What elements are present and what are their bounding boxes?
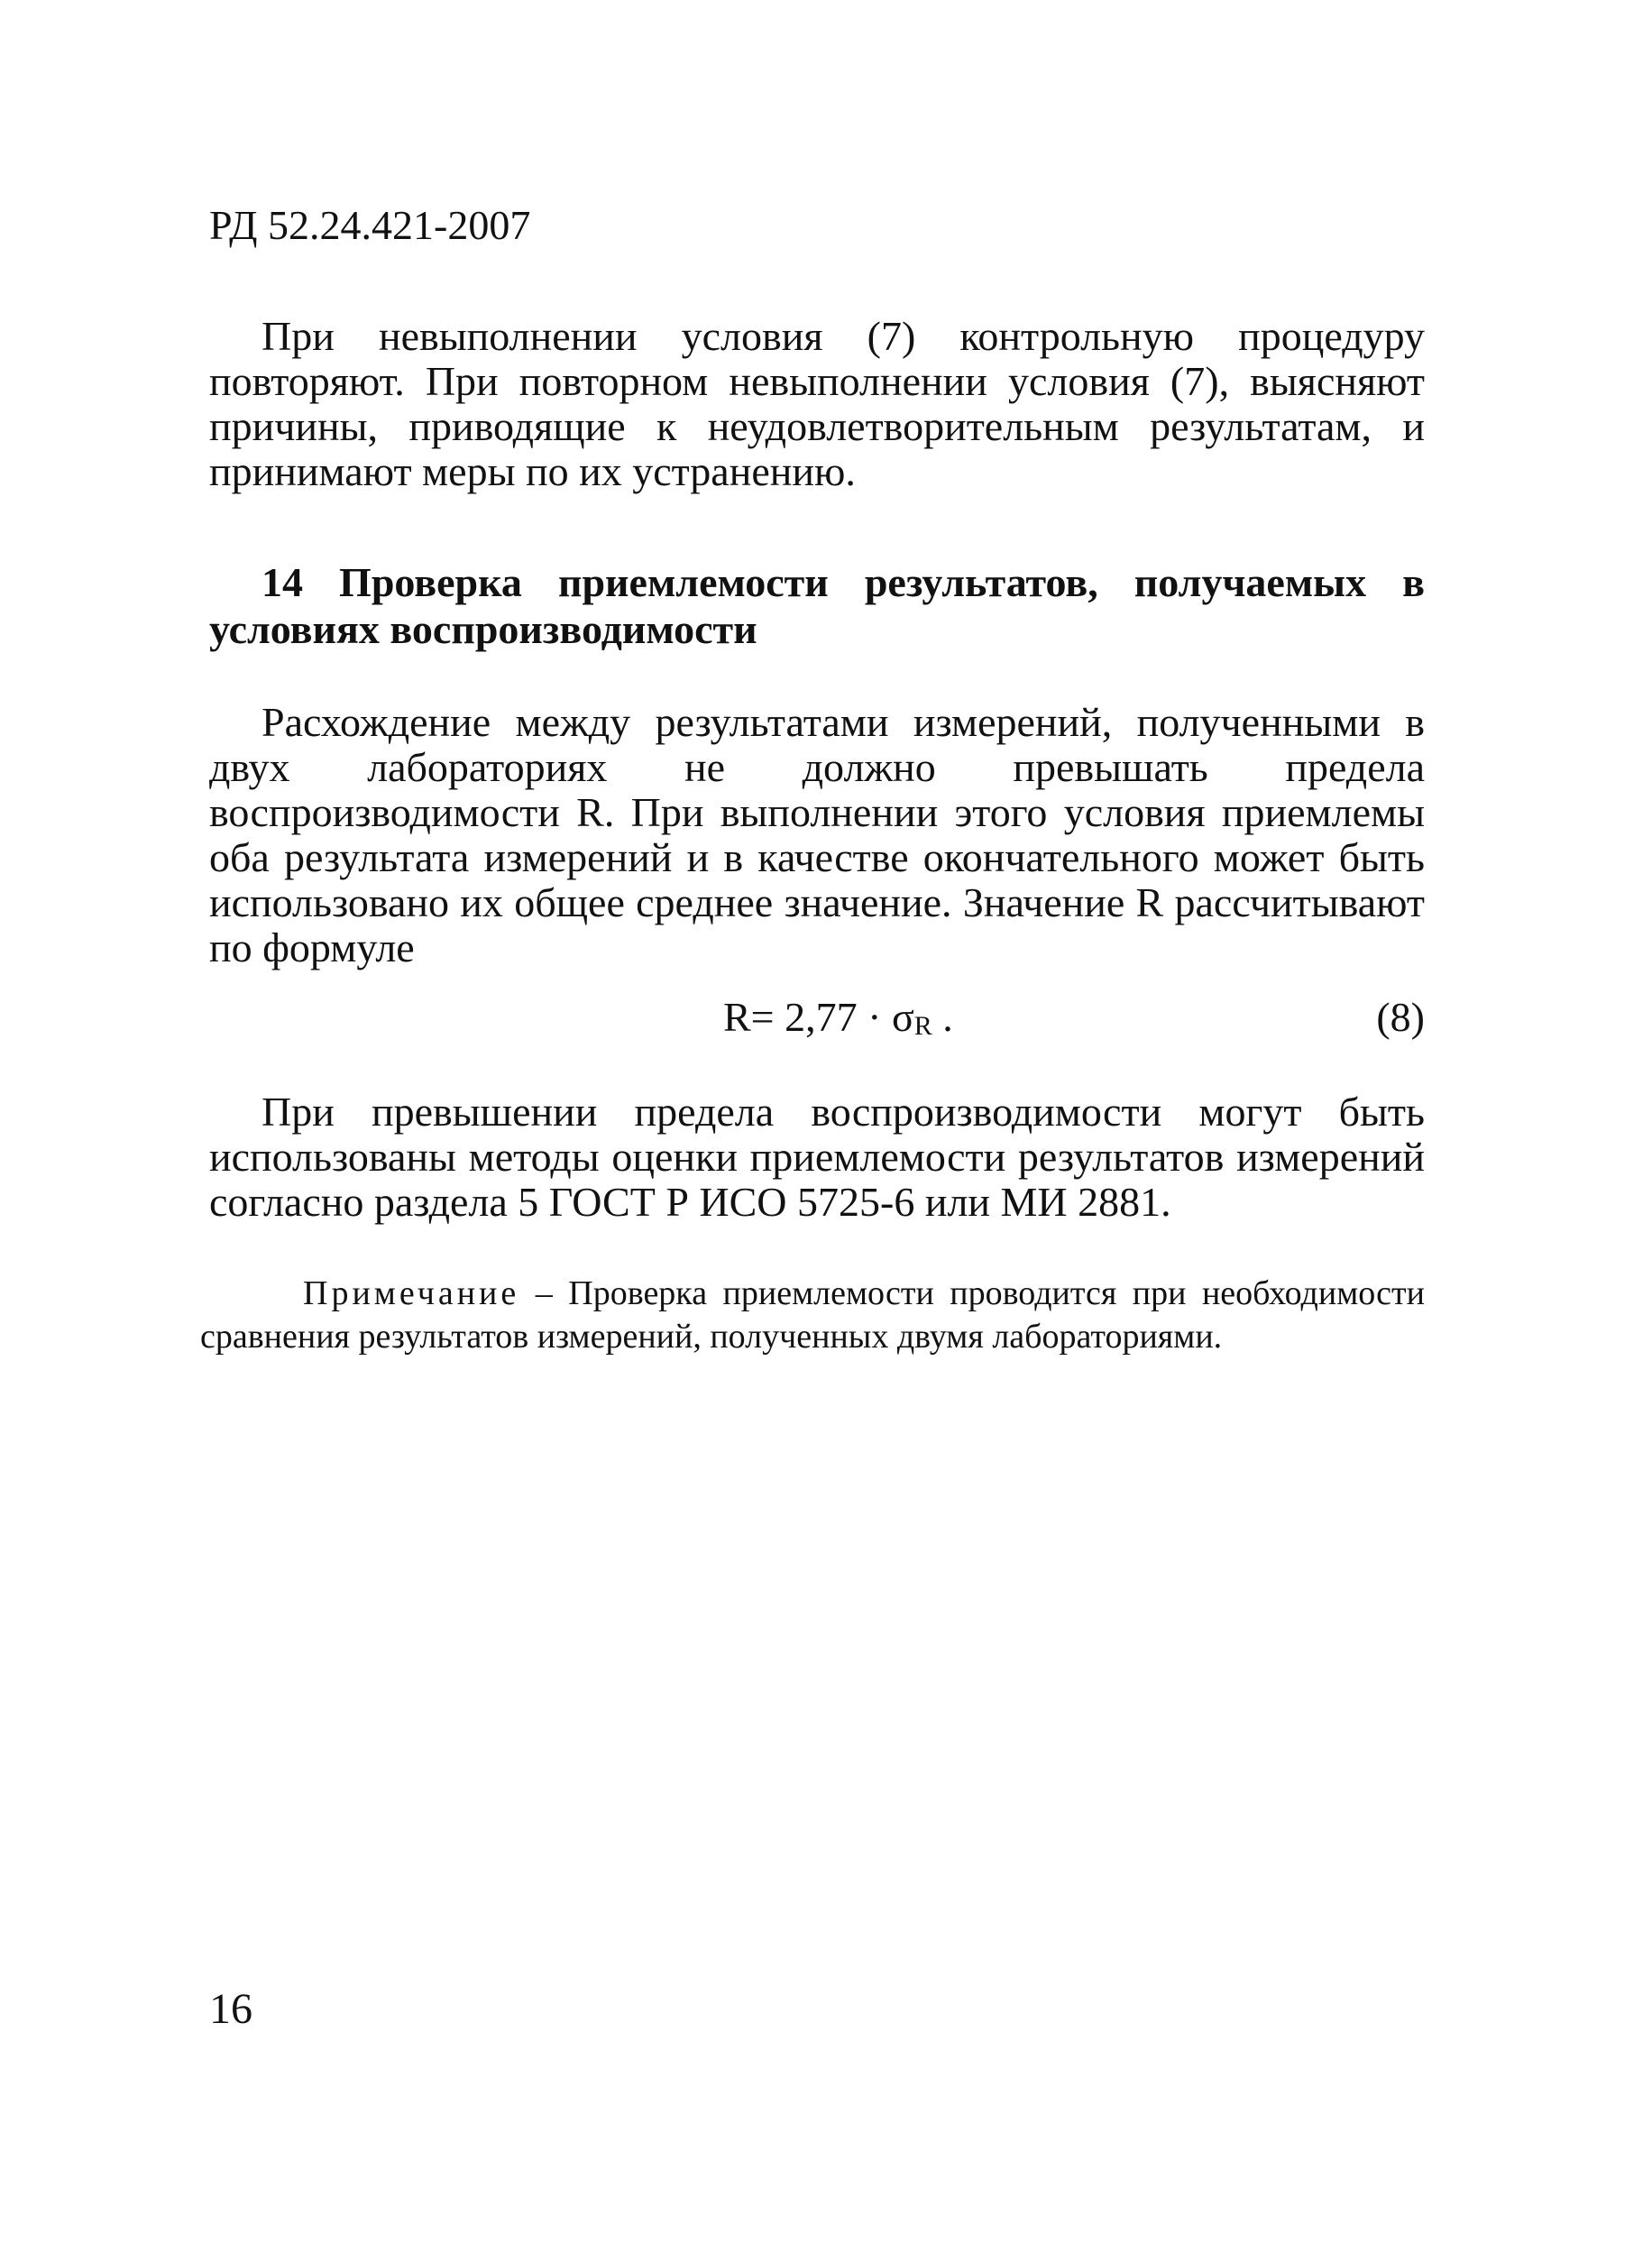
formula-tail: .	[932, 994, 953, 1040]
paragraph-reproducibility: Расхождение между результатами измерений, полученными в двух лабораториях не должно превышать предела воспроизводимости R. При выполнении этого условия приемлемы оба результата измерений и в качестве окончательного может быть использовано их общее среднее значение. Значение R рассчитывают по формуле	[209, 699, 1425, 970]
page-number: 16	[209, 1985, 252, 2033]
document-code: РД 52.24.421-2007	[209, 202, 531, 248]
note-label: Примечание	[303, 1274, 520, 1312]
formula	[723, 990, 953, 1053]
formula-expression: R= 2,77 · σ	[723, 994, 914, 1040]
formula-number: (8)	[1376, 994, 1425, 1040]
note-text: – Проверка приемлемости проводится при необходимости сравнения результатов измерений, полученных двумя лабораториями.	[200, 1274, 1425, 1356]
note	[200, 1272, 1425, 1358]
formula-subscript: R	[913, 1011, 932, 1041]
paragraph-exceedance: При превышении предела воспроизводимости могут быть использованы методы оценки приемлемости результатов измерений согласно раздела 5 ГОСТ Р ИСО 5725-6 или МИ 2881.	[209, 1089, 1425, 1225]
formula-row	[209, 990, 1425, 1044]
paragraph-repeat-procedure: При невыполнении условия (7) контрольную процедуру повторяют. При повторном невыполнении условия (7), выясняют причины, приводящие к неудовлетворительным результатам, и принимают меры по их устранению.	[209, 313, 1425, 494]
section-heading: 14 Проверка приемлемости результатов, получаемых в условиях воспроизводимости	[209, 559, 1425, 652]
